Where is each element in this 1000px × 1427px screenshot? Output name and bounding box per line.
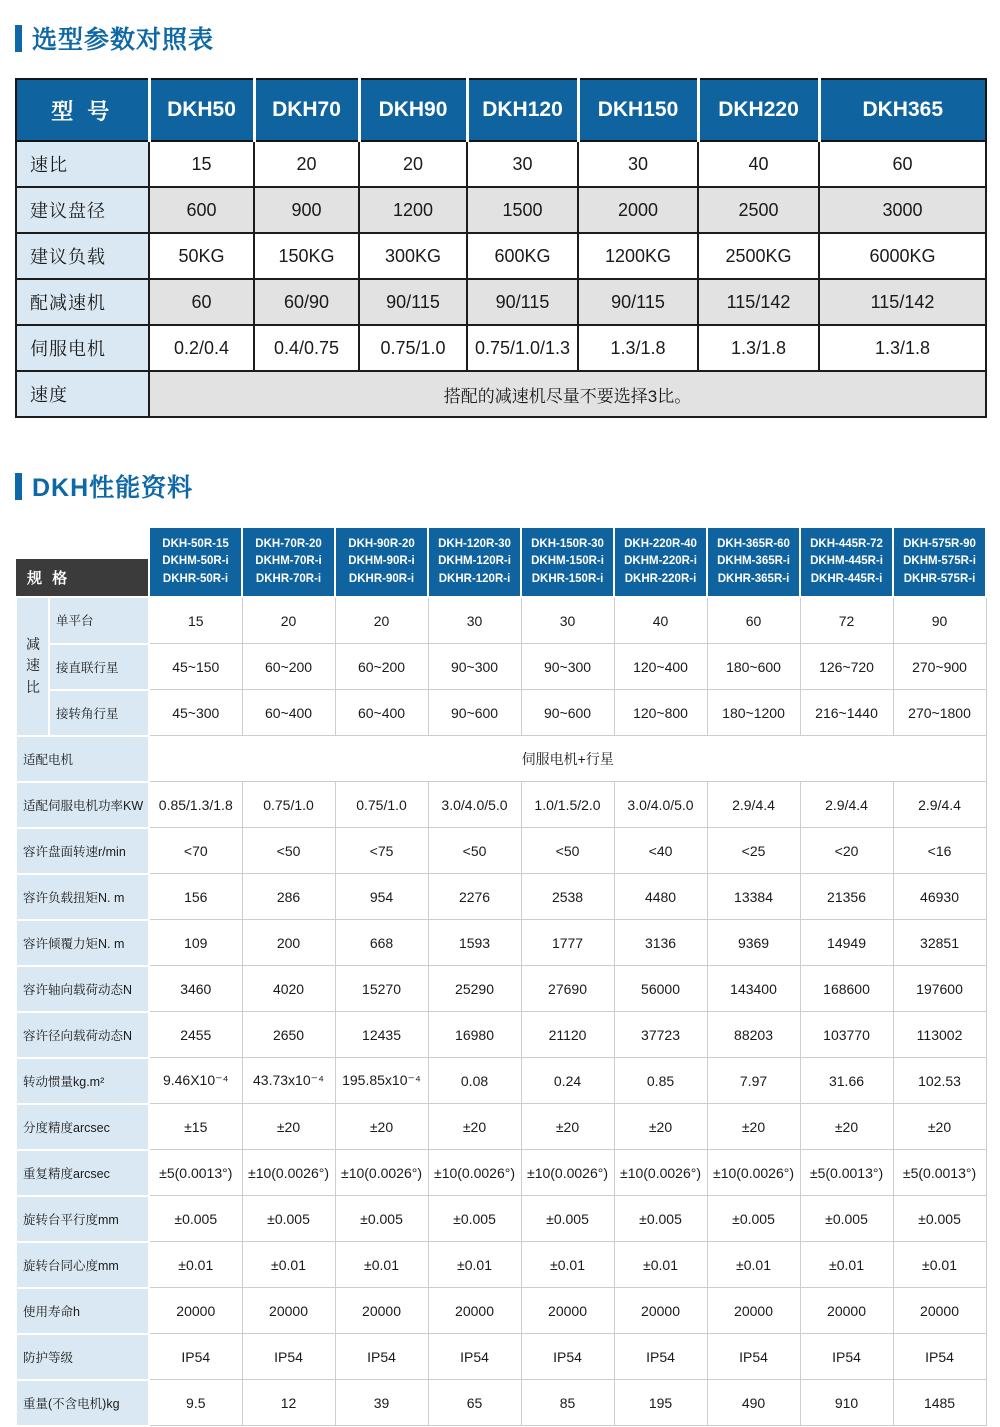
table-row bbox=[16, 1196, 986, 1242]
table-row bbox=[16, 644, 986, 690]
perf-value: 490 bbox=[707, 1380, 800, 1426]
spec-value: 2500 bbox=[698, 187, 819, 233]
perf-value: ±20 bbox=[521, 1104, 614, 1150]
perf-value: 4480 bbox=[614, 874, 707, 920]
model-variant-label: DKHM-50R-i bbox=[162, 555, 229, 568]
perf-col-header bbox=[893, 527, 986, 597]
model-col-header: DKH120 bbox=[467, 79, 578, 141]
selection-header-row bbox=[16, 79, 986, 141]
perf-value: 60~200 bbox=[242, 644, 335, 690]
table-row bbox=[16, 690, 986, 736]
perf-value: 20000 bbox=[521, 1288, 614, 1334]
perf-row-label: 转动惯量kg.m² bbox=[16, 1058, 149, 1104]
perf-value: 910 bbox=[800, 1380, 893, 1426]
spec-value: 600KG bbox=[467, 233, 578, 279]
reducer-sub-label: 接转角行星 bbox=[49, 690, 149, 736]
section1-title: 选型参数对照表 bbox=[32, 26, 215, 54]
perf-value: ±0.01 bbox=[149, 1242, 242, 1288]
model-variant-label: DKHR-575R-i bbox=[903, 572, 976, 585]
perf-value: ±20 bbox=[335, 1104, 428, 1150]
performance-table bbox=[15, 526, 987, 1427]
perf-row-label: 适配伺服电机功率KW bbox=[16, 782, 149, 828]
perf-value: ±0.005 bbox=[893, 1196, 986, 1242]
perf-value: ±0.005 bbox=[707, 1196, 800, 1242]
perf-value: ±5(0.0013°) bbox=[893, 1150, 986, 1196]
spec-value: 1.3/1.8 bbox=[578, 325, 698, 371]
spec-value: 1200 bbox=[359, 187, 467, 233]
perf-row-label: 使用寿命h bbox=[16, 1288, 149, 1334]
perf-value: ±10(0.0026°) bbox=[428, 1150, 521, 1196]
model-variant-label: DKHR-445R-i bbox=[810, 572, 883, 585]
table-row bbox=[16, 1012, 986, 1058]
perf-value: 0.85/1.3/1.8 bbox=[149, 782, 242, 828]
perf-col-header bbox=[335, 527, 428, 597]
perf-value: 197600 bbox=[893, 966, 986, 1012]
perf-value: 15 bbox=[149, 597, 242, 644]
perf-value: 20000 bbox=[893, 1288, 986, 1334]
perf-value: 9369 bbox=[707, 920, 800, 966]
perf-value: ±0.01 bbox=[335, 1242, 428, 1288]
perf-value: 88203 bbox=[707, 1012, 800, 1058]
perf-value: 270~900 bbox=[893, 644, 986, 690]
model-variant-label: DKHR-50R-i bbox=[162, 572, 229, 585]
spec-row-label: 速比 bbox=[16, 141, 149, 187]
model-variant-label: DKH-365R-60 bbox=[717, 538, 790, 551]
perf-value: ±0.01 bbox=[614, 1242, 707, 1288]
perf-value: 1.0/1.5/2.0 bbox=[521, 782, 614, 828]
perf-value: ±0.01 bbox=[893, 1242, 986, 1288]
perf-value: 14949 bbox=[800, 920, 893, 966]
spec-value: 60 bbox=[149, 279, 254, 325]
perf-value: 20000 bbox=[614, 1288, 707, 1334]
perf-value: 21356 bbox=[800, 874, 893, 920]
spec-value: 1.3/1.8 bbox=[698, 325, 819, 371]
perf-value: 195 bbox=[614, 1380, 707, 1426]
perf-value: 20000 bbox=[707, 1288, 800, 1334]
perf-value: 120~400 bbox=[614, 644, 707, 690]
perf-value: 2.9/4.4 bbox=[707, 782, 800, 828]
perf-value: 286 bbox=[242, 874, 335, 920]
perf-row-label: 容许轴向载荷动态N bbox=[16, 966, 149, 1012]
perf-value: 1777 bbox=[521, 920, 614, 966]
perf-value: 216~1440 bbox=[800, 690, 893, 736]
reducer-sub-label: 单平台 bbox=[49, 597, 149, 644]
perf-value: 126~720 bbox=[800, 644, 893, 690]
model-variant-label: DKH-90R-20 bbox=[348, 538, 415, 551]
spec-value: 50KG bbox=[149, 233, 254, 279]
perf-value: 0.75/1.0 bbox=[335, 782, 428, 828]
perf-value: ±20 bbox=[614, 1104, 707, 1150]
perf-value: 27690 bbox=[521, 966, 614, 1012]
perf-value: IP54 bbox=[242, 1334, 335, 1380]
spec-value: 150KG bbox=[254, 233, 359, 279]
spec-value: 15 bbox=[149, 141, 254, 187]
perf-header-row bbox=[16, 527, 986, 597]
selection-parameter-table bbox=[15, 78, 987, 418]
perf-row-label: 容许负载扭矩N. m bbox=[16, 874, 149, 920]
perf-value: 9.46X10⁻⁴ bbox=[149, 1058, 242, 1104]
perf-value: IP54 bbox=[707, 1334, 800, 1380]
perf-value: 102.53 bbox=[893, 1058, 986, 1104]
perf-value: 668 bbox=[335, 920, 428, 966]
spec-row-label: 建议盘径 bbox=[16, 187, 149, 233]
table-row bbox=[16, 874, 986, 920]
model-col-header: DKH365 bbox=[819, 79, 986, 141]
perf-row-label: 分度精度arcsec bbox=[16, 1104, 149, 1150]
table-row bbox=[16, 279, 986, 325]
perf-value: 3136 bbox=[614, 920, 707, 966]
perf-value: 90~600 bbox=[521, 690, 614, 736]
perf-value: 32851 bbox=[893, 920, 986, 966]
perf-value: ±20 bbox=[242, 1104, 335, 1150]
perf-value: 156 bbox=[149, 874, 242, 920]
perf-value: ±10(0.0026°) bbox=[614, 1150, 707, 1196]
table-row bbox=[16, 597, 986, 644]
table-row bbox=[16, 325, 986, 371]
model-col-header: DKH220 bbox=[698, 79, 819, 141]
model-variant-label: DKHM-90R-i bbox=[348, 555, 415, 568]
perf-value: 2455 bbox=[149, 1012, 242, 1058]
perf-value: <70 bbox=[149, 828, 242, 874]
perf-value: 954 bbox=[335, 874, 428, 920]
model-header: 型 号 bbox=[16, 79, 149, 141]
perf-value: 60~400 bbox=[335, 690, 428, 736]
perf-value: 0.85 bbox=[614, 1058, 707, 1104]
perf-value: ±5(0.0013°) bbox=[149, 1150, 242, 1196]
model-variant-label: DKH-50R-15 bbox=[162, 538, 229, 551]
perf-value: 31.66 bbox=[800, 1058, 893, 1104]
perf-row-label: 适配电机 bbox=[16, 736, 149, 782]
model-variant-label: DKH-220R-40 bbox=[624, 538, 697, 551]
table-row bbox=[16, 1380, 986, 1426]
perf-value: 12435 bbox=[335, 1012, 428, 1058]
perf-value: IP54 bbox=[335, 1334, 428, 1380]
spec-value: 90/115 bbox=[359, 279, 467, 325]
table-row bbox=[16, 1104, 986, 1150]
perf-value: 2538 bbox=[521, 874, 614, 920]
table-row bbox=[16, 782, 986, 828]
model-variant-label: DKHR-90R-i bbox=[348, 572, 415, 585]
perf-value: <50 bbox=[428, 828, 521, 874]
perf-value: 168600 bbox=[800, 966, 893, 1012]
title-accent-bar bbox=[15, 25, 22, 52]
model-variant-label: DKHM-150R-i bbox=[531, 555, 604, 568]
motor-span-value: 伺服电机+行星 bbox=[149, 736, 986, 782]
section2-title-row bbox=[15, 468, 985, 504]
perf-row-label: 容许径向载荷动态N bbox=[16, 1012, 149, 1058]
perf-value: <16 bbox=[893, 828, 986, 874]
perf-value: 113002 bbox=[893, 1012, 986, 1058]
spec-header-cell bbox=[16, 527, 149, 597]
perf-value: 103770 bbox=[800, 1012, 893, 1058]
spec-value: 3000 bbox=[819, 187, 986, 233]
perf-value: 1593 bbox=[428, 920, 521, 966]
perf-value: ±0.005 bbox=[242, 1196, 335, 1242]
reducer-ratio-group-label: 减速比 bbox=[16, 597, 49, 736]
spec-value: 0.4/0.75 bbox=[254, 325, 359, 371]
spec-value: 40 bbox=[698, 141, 819, 187]
table-row bbox=[16, 1150, 986, 1196]
perf-value: 60~200 bbox=[335, 644, 428, 690]
perf-value: 30 bbox=[428, 597, 521, 644]
perf-value: IP54 bbox=[893, 1334, 986, 1380]
perf-value: 2650 bbox=[242, 1012, 335, 1058]
perf-value: 180~1200 bbox=[707, 690, 800, 736]
spec-value: 900 bbox=[254, 187, 359, 233]
model-col-header: DKH70 bbox=[254, 79, 359, 141]
perf-value: <40 bbox=[614, 828, 707, 874]
model-variant-label: DKHM-445R-i bbox=[810, 555, 883, 568]
perf-value: ±0.01 bbox=[428, 1242, 521, 1288]
model-variant-label: DKHR-70R-i bbox=[255, 572, 322, 585]
perf-value: ±0.01 bbox=[707, 1242, 800, 1288]
perf-value: 0.75/1.0 bbox=[242, 782, 335, 828]
perf-value: 3.0/4.0/5.0 bbox=[428, 782, 521, 828]
perf-row-label: 容许盘面转速r/min bbox=[16, 828, 149, 874]
spec-row-label: 配减速机 bbox=[16, 279, 149, 325]
perf-row-label: 重量(不含电机)kg bbox=[16, 1380, 149, 1426]
perf-col-header bbox=[521, 527, 614, 597]
speed-note: 搭配的减速机尽量不要选择3比。 bbox=[149, 371, 986, 417]
perf-value: IP54 bbox=[614, 1334, 707, 1380]
perf-value: 270~1800 bbox=[893, 690, 986, 736]
spec-value: 90/115 bbox=[467, 279, 578, 325]
model-variant-label: DKHM-220R-i bbox=[624, 555, 697, 568]
perf-col-header bbox=[242, 527, 335, 597]
model-variant-label: DKHM-365R-i bbox=[717, 555, 790, 568]
perf-value: ±20 bbox=[707, 1104, 800, 1150]
section1-title-row bbox=[15, 20, 985, 56]
perf-value: 0.24 bbox=[521, 1058, 614, 1104]
perf-value: ±20 bbox=[800, 1104, 893, 1150]
perf-value: 9.5 bbox=[149, 1380, 242, 1426]
perf-value: ±0.01 bbox=[800, 1242, 893, 1288]
spec-row-label: 速度 bbox=[16, 371, 149, 417]
perf-value: 60 bbox=[707, 597, 800, 644]
perf-value: 85 bbox=[521, 1380, 614, 1426]
model-variant-label: DKH-120R-30 bbox=[438, 538, 511, 551]
model-variant-label: DKHR-365R-i bbox=[717, 572, 790, 585]
table-row bbox=[16, 141, 986, 187]
perf-row-label: 防护等级 bbox=[16, 1334, 149, 1380]
perf-value: 20000 bbox=[428, 1288, 521, 1334]
perf-value: ±10(0.0026°) bbox=[335, 1150, 428, 1196]
perf-value: 20000 bbox=[800, 1288, 893, 1334]
perf-value: 90 bbox=[893, 597, 986, 644]
perf-value: 43.73x10⁻⁴ bbox=[242, 1058, 335, 1104]
perf-row-label: 容许倾覆力矩N. m bbox=[16, 920, 149, 966]
perf-value: 46930 bbox=[893, 874, 986, 920]
perf-value: ±0.005 bbox=[800, 1196, 893, 1242]
perf-value: ±20 bbox=[893, 1104, 986, 1150]
table-row bbox=[16, 966, 986, 1012]
perf-value: 143400 bbox=[707, 966, 800, 1012]
spec-value: 6000KG bbox=[819, 233, 986, 279]
perf-value: 90~300 bbox=[428, 644, 521, 690]
perf-value: ±0.005 bbox=[521, 1196, 614, 1242]
perf-value: IP54 bbox=[800, 1334, 893, 1380]
perf-value: 180~600 bbox=[707, 644, 800, 690]
table-row bbox=[16, 1334, 986, 1380]
perf-value: ±0.005 bbox=[149, 1196, 242, 1242]
spec-value: 0.75/1.0 bbox=[359, 325, 467, 371]
perf-value: 90~600 bbox=[428, 690, 521, 736]
perf-value: 90~300 bbox=[521, 644, 614, 690]
spec-value: 30 bbox=[467, 141, 578, 187]
perf-value: 2.9/4.4 bbox=[800, 782, 893, 828]
perf-value: <20 bbox=[800, 828, 893, 874]
perf-row-label: 旋转台同心度mm bbox=[16, 1242, 149, 1288]
perf-value: ±0.01 bbox=[521, 1242, 614, 1288]
title-accent-bar bbox=[15, 473, 22, 500]
model-variant-label: DKH-445R-72 bbox=[810, 538, 883, 551]
perf-value: ±20 bbox=[428, 1104, 521, 1150]
table-row bbox=[16, 736, 986, 782]
perf-value: 3460 bbox=[149, 966, 242, 1012]
perf-value: 45~300 bbox=[149, 690, 242, 736]
spec-value: 0.2/0.4 bbox=[149, 325, 254, 371]
perf-value: 2276 bbox=[428, 874, 521, 920]
spec-value: 1500 bbox=[467, 187, 578, 233]
perf-value: ±5(0.0013°) bbox=[800, 1150, 893, 1196]
spec-value: 20 bbox=[359, 141, 467, 187]
perf-value: 30 bbox=[521, 597, 614, 644]
table-row bbox=[16, 828, 986, 874]
perf-value: 3.0/4.0/5.0 bbox=[614, 782, 707, 828]
perf-row-label: 旋转台平行度mm bbox=[16, 1196, 149, 1242]
perf-value: <50 bbox=[521, 828, 614, 874]
perf-value: 200 bbox=[242, 920, 335, 966]
model-variant-label: DKHM-575R-i bbox=[903, 555, 976, 568]
perf-value: 65 bbox=[428, 1380, 521, 1426]
perf-value: 20 bbox=[242, 597, 335, 644]
perf-value: 45~150 bbox=[149, 644, 242, 690]
perf-value: 109 bbox=[149, 920, 242, 966]
model-col-header: DKH150 bbox=[578, 79, 698, 141]
spec-value: 30 bbox=[578, 141, 698, 187]
perf-value: ±0.005 bbox=[614, 1196, 707, 1242]
spec-value: 0.75/1.0/1.3 bbox=[467, 325, 578, 371]
perf-col-header bbox=[800, 527, 893, 597]
table-row bbox=[16, 1242, 986, 1288]
perf-value: 15270 bbox=[335, 966, 428, 1012]
perf-value: 16980 bbox=[428, 1012, 521, 1058]
perf-row-label: 重复精度arcsec bbox=[16, 1150, 149, 1196]
perf-col-header bbox=[614, 527, 707, 597]
spec-value: 1.3/1.8 bbox=[819, 325, 986, 371]
spec-value: 300KG bbox=[359, 233, 467, 279]
perf-value: ±0.01 bbox=[242, 1242, 335, 1288]
perf-value: 40 bbox=[614, 597, 707, 644]
table-row bbox=[16, 187, 986, 233]
table-row bbox=[16, 1058, 986, 1104]
perf-value: 12 bbox=[242, 1380, 335, 1426]
table-row bbox=[16, 233, 986, 279]
perf-value: ±0.005 bbox=[335, 1196, 428, 1242]
spec-value: 2500KG bbox=[698, 233, 819, 279]
spec-value: 60 bbox=[819, 141, 986, 187]
perf-col-header bbox=[707, 527, 800, 597]
perf-col-header bbox=[428, 527, 521, 597]
perf-value: 13384 bbox=[707, 874, 800, 920]
section2-title: DKH性能资料 bbox=[32, 474, 194, 502]
perf-value: 2.9/4.4 bbox=[893, 782, 986, 828]
perf-value: 20 bbox=[335, 597, 428, 644]
perf-value: ±10(0.0026°) bbox=[521, 1150, 614, 1196]
perf-value: 0.08 bbox=[428, 1058, 521, 1104]
spec-value: 1200KG bbox=[578, 233, 698, 279]
perf-value: 56000 bbox=[614, 966, 707, 1012]
perf-value: ±15 bbox=[149, 1104, 242, 1150]
model-variant-label: DKH-70R-20 bbox=[255, 538, 322, 551]
perf-value: 39 bbox=[335, 1380, 428, 1426]
perf-value: 20000 bbox=[335, 1288, 428, 1334]
model-variant-label: DKH-150R-30 bbox=[531, 538, 604, 551]
perf-value: <25 bbox=[707, 828, 800, 874]
perf-value: 120~800 bbox=[614, 690, 707, 736]
reducer-sub-label: 接直联行星 bbox=[49, 644, 149, 690]
perf-value: IP54 bbox=[149, 1334, 242, 1380]
perf-value: ±0.005 bbox=[428, 1196, 521, 1242]
spec-row-label: 伺服电机 bbox=[16, 325, 149, 371]
perf-value: 60~400 bbox=[242, 690, 335, 736]
perf-value: IP54 bbox=[521, 1334, 614, 1380]
perf-col-header bbox=[149, 527, 242, 597]
spec-value: 600 bbox=[149, 187, 254, 233]
model-variant-label: DKHR-220R-i bbox=[624, 572, 697, 585]
model-variant-label: DKHR-120R-i bbox=[438, 572, 511, 585]
perf-value: 20000 bbox=[149, 1288, 242, 1334]
perf-value: 37723 bbox=[614, 1012, 707, 1058]
spec-row-label: 建议负载 bbox=[16, 233, 149, 279]
model-variant-label: DKH-575R-90 bbox=[903, 538, 976, 551]
spec-header-label: 规 格 bbox=[16, 559, 148, 596]
spec-value: 2000 bbox=[578, 187, 698, 233]
spec-value: 115/142 bbox=[698, 279, 819, 325]
spec-value: 90/115 bbox=[578, 279, 698, 325]
perf-value: <50 bbox=[242, 828, 335, 874]
model-variant-label: DKHM-120R-i bbox=[438, 555, 511, 568]
perf-value: 195.85x10⁻⁴ bbox=[335, 1058, 428, 1104]
perf-value: ±10(0.0026°) bbox=[707, 1150, 800, 1196]
spec-value: 20 bbox=[254, 141, 359, 187]
perf-value: 4020 bbox=[242, 966, 335, 1012]
perf-value: 20000 bbox=[242, 1288, 335, 1334]
table-row bbox=[16, 920, 986, 966]
model-col-header: DKH90 bbox=[359, 79, 467, 141]
perf-value: IP54 bbox=[428, 1334, 521, 1380]
perf-value: 1485 bbox=[893, 1380, 986, 1426]
perf-value: <75 bbox=[335, 828, 428, 874]
model-col-header: DKH50 bbox=[149, 79, 254, 141]
spec-value: 60/90 bbox=[254, 279, 359, 325]
spec-value: 115/142 bbox=[819, 279, 986, 325]
perf-value: ±10(0.0026°) bbox=[242, 1150, 335, 1196]
model-variant-label: DKHM-70R-i bbox=[255, 555, 322, 568]
perf-value: 25290 bbox=[428, 966, 521, 1012]
perf-value: 21120 bbox=[521, 1012, 614, 1058]
perf-value: 72 bbox=[800, 597, 893, 644]
model-variant-label: DKHR-150R-i bbox=[531, 572, 604, 585]
table-row bbox=[16, 371, 986, 417]
perf-value: 7.97 bbox=[707, 1058, 800, 1104]
table-row bbox=[16, 1288, 986, 1334]
